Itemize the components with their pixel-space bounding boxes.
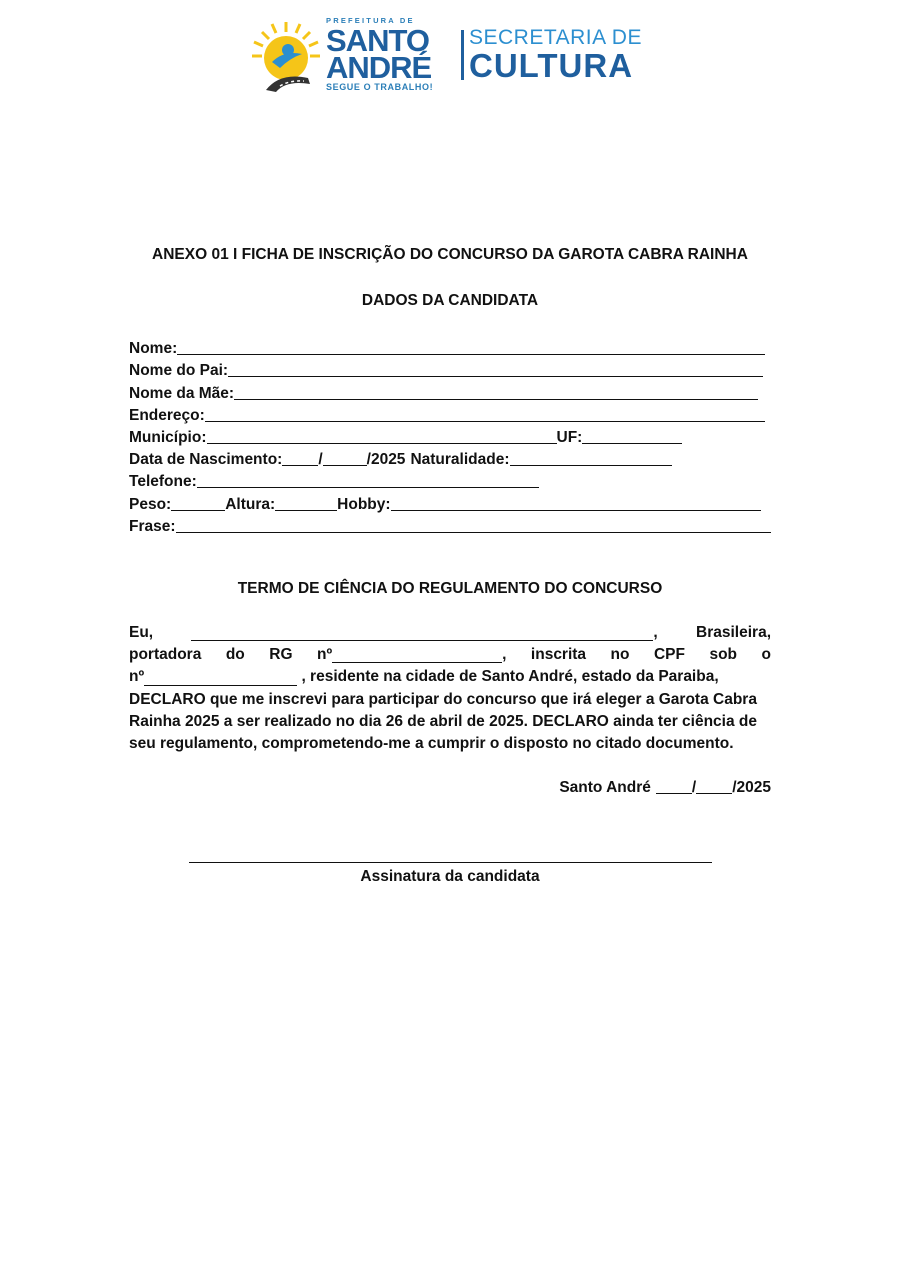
nome-blank[interactable] — [177, 339, 765, 355]
municipio-label: Município: — [129, 428, 207, 446]
field-peso-altura-hobby — [129, 491, 771, 513]
cultura-label: CULTURA — [469, 47, 634, 84]
term-line-1 — [129, 622, 771, 644]
secretaria-label: SECRETARIA DE — [469, 26, 642, 49]
eu-label: Eu, — [129, 623, 154, 641]
municipio-blank[interactable] — [207, 428, 557, 444]
rg-word: RG — [269, 646, 293, 664]
mes-blank[interactable] — [323, 450, 367, 466]
year-2025-label: /2025 — [366, 451, 406, 469]
logo-divider — [461, 30, 464, 80]
andre-label: ANDRÉ — [326, 50, 432, 85]
prefeitura-label: PREFEITURA DE — [326, 16, 415, 25]
peso-blank[interactable] — [171, 495, 225, 511]
no-word: no — [610, 646, 630, 664]
declarant-name-blank[interactable] — [191, 625, 653, 641]
comma-label: , — [653, 623, 658, 641]
altura-label: Altura: — [225, 495, 276, 513]
city-label: Santo André — [559, 779, 651, 796]
hobby-label: Hobby: — [337, 495, 391, 513]
date-slash: / — [318, 451, 323, 469]
hobby-blank[interactable] — [391, 495, 761, 511]
nome-mae-blank[interactable] — [234, 384, 758, 400]
naturalidade-label: Naturalidade: — [410, 451, 510, 469]
nome-pai-blank[interactable] — [228, 361, 763, 377]
field-nome-mae — [129, 380, 771, 402]
o-word: o — [761, 646, 771, 664]
cpf-word: CPF — [653, 646, 685, 664]
rg-n-label: nº — [316, 646, 333, 664]
sign-month-blank[interactable] — [696, 778, 732, 794]
cpf-blank[interactable] — [144, 670, 297, 686]
frase-blank[interactable] — [176, 517, 771, 533]
sign-year-label: /2025 — [732, 779, 771, 796]
residente-text: , residente na cidade de Santo André, estado da Paraiba, — [297, 668, 719, 686]
term-line-5: Rainha 2025 a ser realizado no dia 26 de abril de 2025. DECLARO ainda ter ciência de — [129, 712, 757, 730]
field-endereco — [129, 403, 771, 425]
document-title: ANEXO 01 I FICHA DE INSCRIÇÃO DO CONCURSO DA GAROTA CABRA RAINHA — [152, 246, 748, 263]
do-word: do — [225, 646, 245, 664]
sign-day-blank[interactable] — [656, 778, 692, 794]
date-place — [559, 778, 771, 797]
cpf-n-label: nº — [129, 668, 145, 686]
rg-comma: , — [502, 646, 507, 664]
rg-blank[interactable] — [332, 647, 502, 663]
field-telefone — [129, 469, 771, 491]
prefeitura-santo-andre-logo — [250, 16, 435, 98]
name-blank-group — [191, 622, 657, 644]
prefeitura-wordmark — [326, 16, 436, 92]
field-data-nascimento — [129, 447, 771, 469]
sign-date-slash: / — [691, 779, 697, 796]
field-frase — [129, 514, 771, 536]
term-line-2 — [129, 644, 771, 666]
data-nascimento-label: Data de Nascimento: — [129, 451, 283, 469]
signature-label: Assinatura da candidata — [360, 868, 540, 885]
naturalidade-blank[interactable] — [510, 450, 672, 466]
secretaria-cultura-logo — [469, 26, 642, 82]
term-title: TERMO DE CIÊNCIA DO REGULAMENTO DO CONCURSO — [237, 580, 663, 597]
nome-mae-label: Nome da Mãe: — [129, 384, 235, 402]
field-nome-pai — [129, 358, 771, 380]
field-nome — [129, 336, 771, 358]
altura-blank[interactable] — [275, 495, 337, 511]
telefone-label: Telefone: — [129, 473, 197, 491]
brasileira-label: Brasileira, — [696, 623, 771, 641]
slogan-label: SEGUE O TRABALHO! — [326, 82, 434, 92]
uf-blank[interactable] — [582, 428, 682, 444]
uf-label: UF: — [556, 428, 583, 446]
inscrita-word: inscrita — [530, 646, 587, 664]
term-line-6: seu regulamento, comprometendo-me a cumprir o disposto no citado documento. — [129, 734, 734, 752]
field-municipio — [129, 425, 771, 447]
term-body — [129, 622, 771, 755]
peso-label: Peso: — [129, 495, 172, 513]
nome-pai-label: Nome do Pai: — [129, 362, 229, 380]
rg-blank-group — [317, 644, 506, 666]
dia-blank[interactable] — [282, 450, 318, 466]
term-line-3 — [129, 666, 771, 688]
signature-line[interactable] — [189, 862, 712, 863]
santo-label: SANTO — [326, 23, 429, 58]
sob-word: sob — [709, 646, 738, 664]
candidate-data-form — [129, 336, 771, 536]
sun-road-icon — [250, 20, 322, 92]
telefone-blank[interactable] — [197, 472, 539, 488]
endereco-label: Endereço: — [129, 406, 205, 424]
frase-label: Frase: — [129, 517, 176, 535]
header — [0, 12, 900, 102]
nome-label: Nome: — [129, 340, 178, 358]
endereco-blank[interactable] — [205, 406, 765, 422]
section-title-dados: DADOS DA CANDIDATA — [361, 292, 539, 309]
term-line-4: DECLARO que me inscrevi para participar do concurso que irá eleger a Garota Cabra — [129, 690, 757, 708]
portadora-word: portadora — [129, 646, 202, 664]
